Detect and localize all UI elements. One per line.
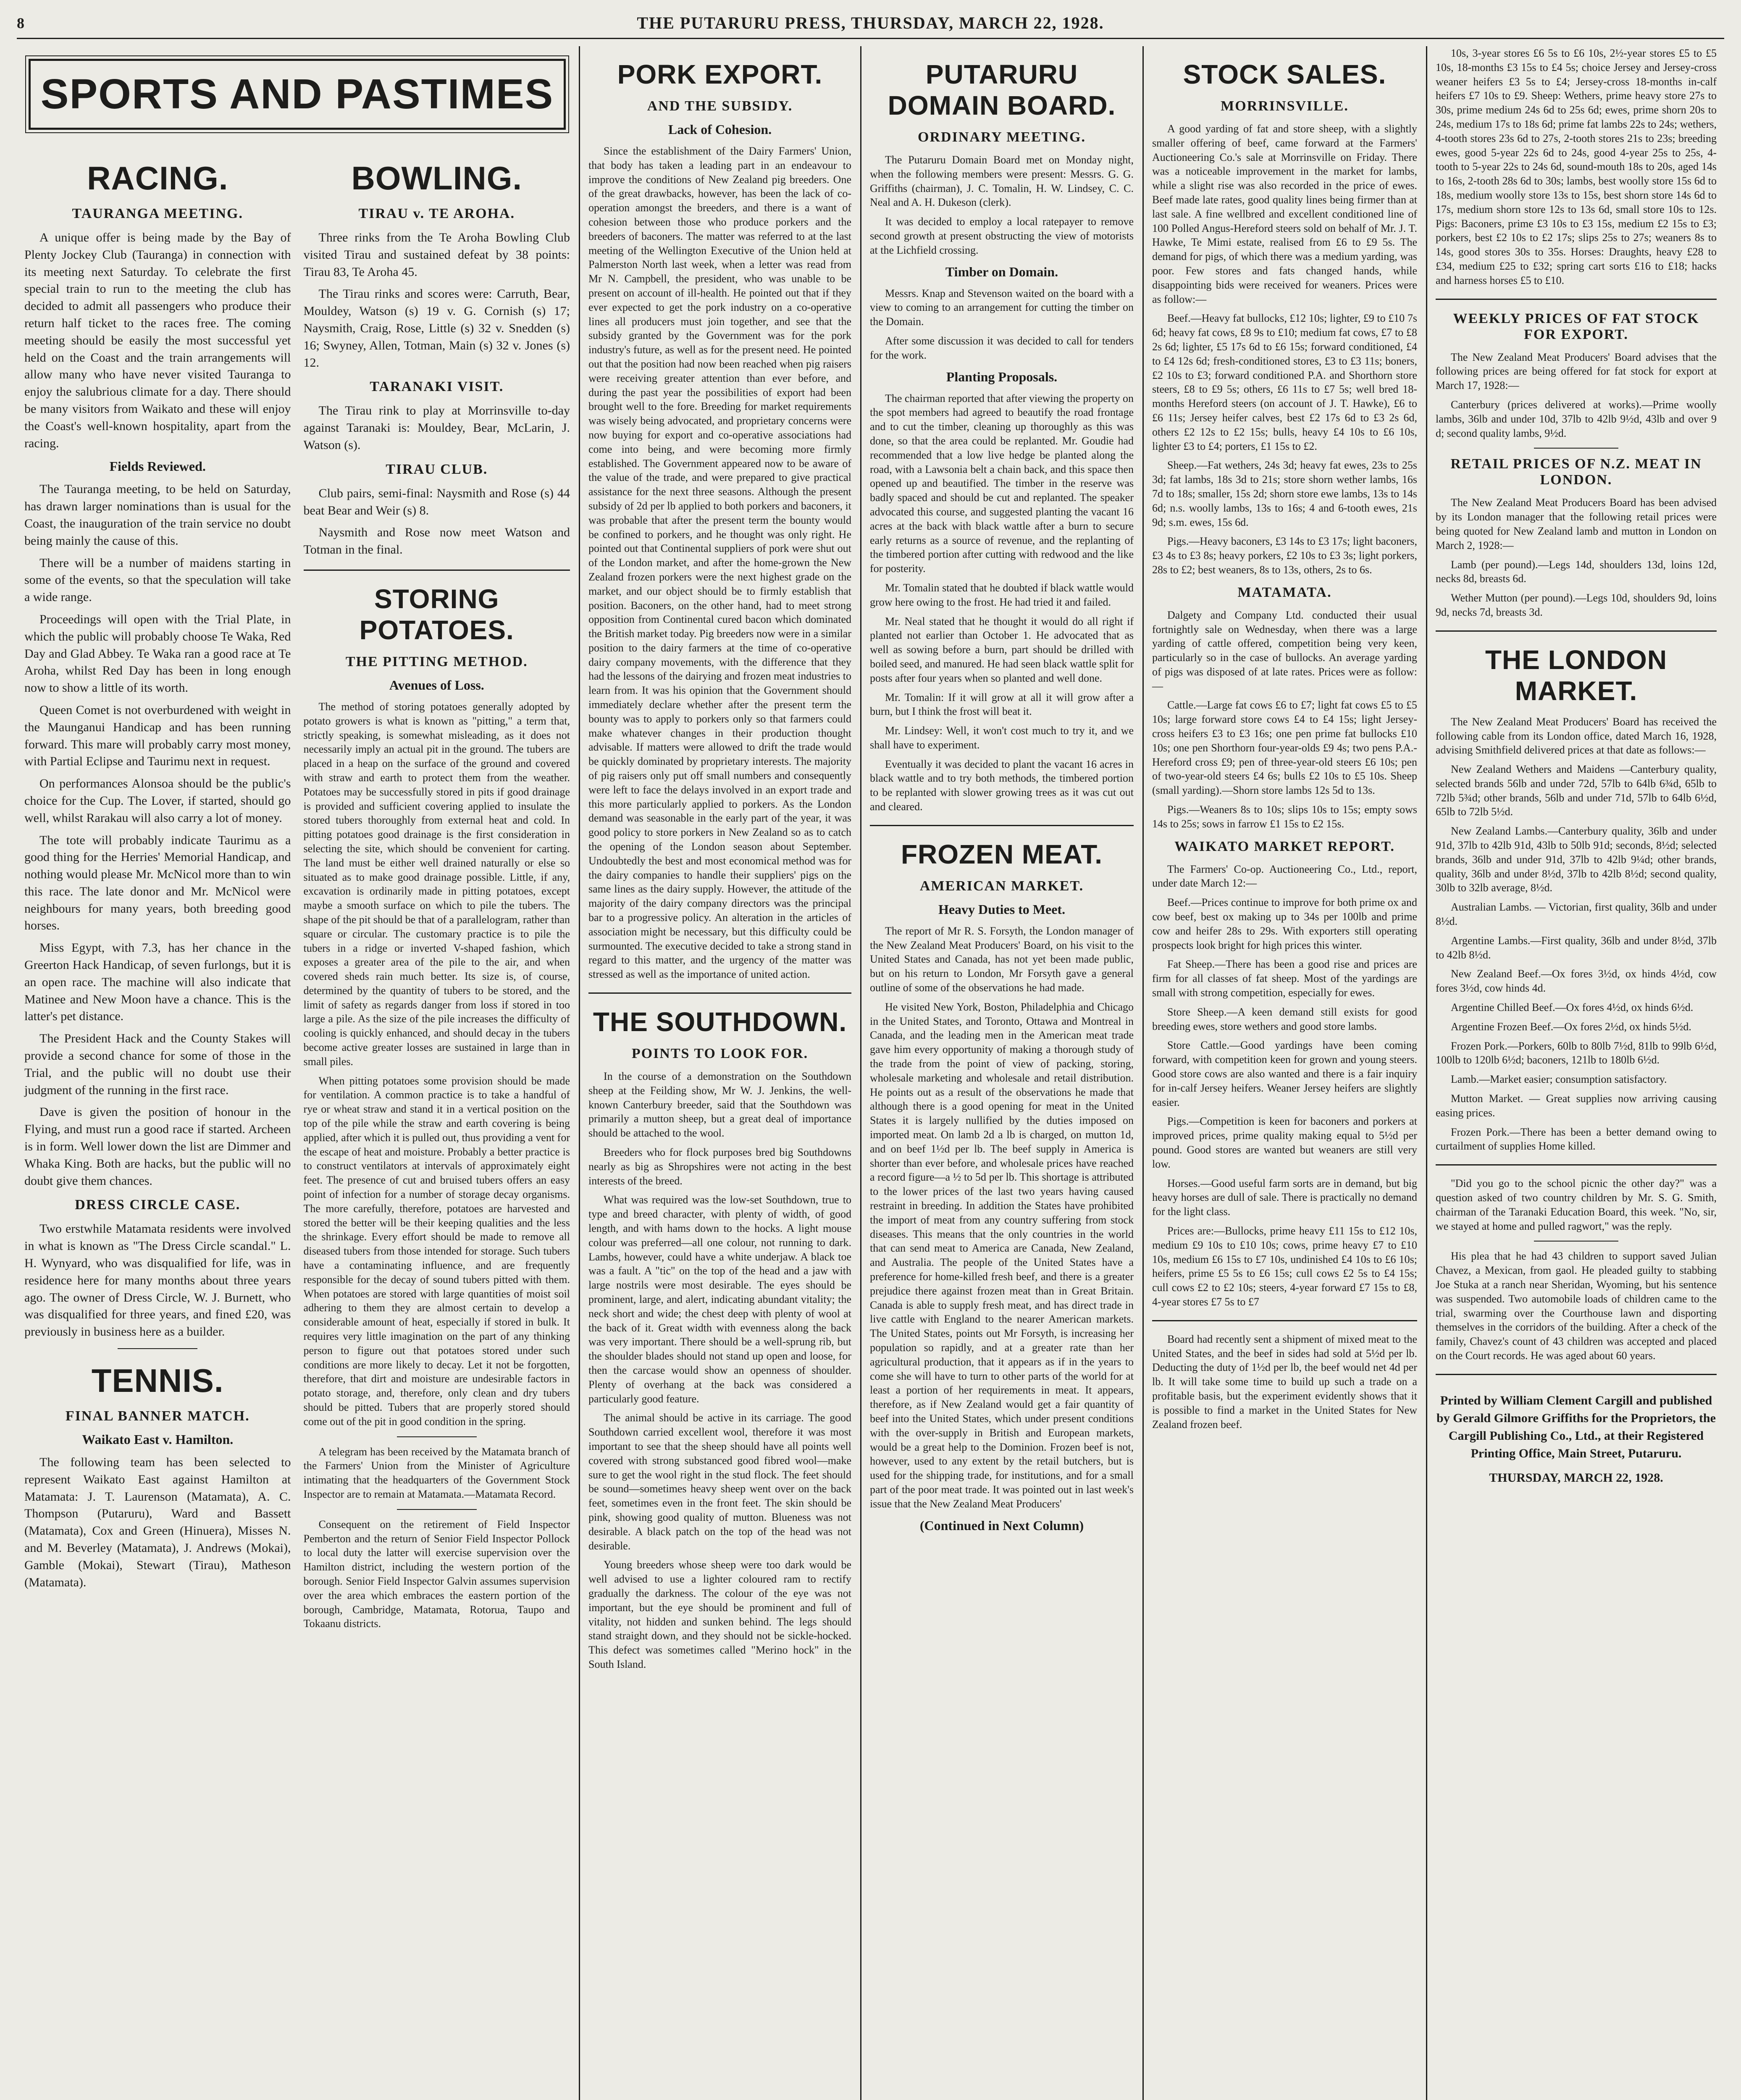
- divider: [397, 1509, 477, 1510]
- domain-paragraph: Mr. Lindsey: Well, it won't cost much to try it, and we shall have to experiment.: [870, 724, 1134, 751]
- domain-paragraph: Mr. Neal stated that he thought it would do all right if planted not earlier than October 1. He advocated that as well as sowing before a burn, part should be drilled with boiled seed, and manured. He had seen black wattle split for posts after four years when so planted and well done.: [870, 615, 1134, 684]
- stock-heading: STOCK SALES.: [1183, 59, 1386, 89]
- southdown-subheading: POINTS TO LOOK FOR.: [631, 1046, 809, 1062]
- racing-paragraph: The Tauranga meeting, to be held on Saturday, has drawn larger nominations than is usual for the Coast, the inauguration of the train service no doubt being mainly the cause of this.: [24, 482, 291, 548]
- southdown-paragraph: In the course of a demonstration on the Southdown sheep at the Feilding show, Mr W. J. Jenkins, the well-known Canterbury breeder, said that the Southdown was primarily a mutton sheep, but a great deal of importance should be attached to the wool.: [588, 1070, 851, 1139]
- page-number: 8: [17, 15, 25, 32]
- domain-heading: PUTARURU DOMAIN BOARD.: [888, 59, 1116, 121]
- stock-paragraph: Beef.—Prices continue to improve for both prime ox and cow beef, best ox making up to 34s per 100lb and prime cow and heifer 28s to 29s. With exporters still operating prospects look bright for high prices this winter.: [1152, 896, 1417, 951]
- tauranga-subheading: TAURANGA MEETING.: [72, 206, 243, 221]
- stock-paragraph: Dalgety and Company Ltd. conducted their usual fortnightly sale on Wednesday, when there was a large yarding of cattle offered, competition being very keen, particularly so in the case of bullocks. An average yarding of pigs was disposed of at late rates. Prices were as follow:—: [1152, 609, 1417, 692]
- domain-paragraph: Mr. Tomalin: If it will grow at all it will grow after a burn, but I think the frost will beat it.: [870, 691, 1134, 718]
- racing-paragraph: On performances Alonsoa should be the public's choice for the Cup. The Lover, if started, should go well, whilst Rarakau will also carry a lot of money.: [24, 777, 291, 825]
- retail-prices-heading: RETAIL PRICES OF N.Z. MEAT IN LONDON.: [1450, 456, 1702, 488]
- bowling-paragraph: The Tirau rinks and scores were: Carruth, Bear, Mouldey, Watson (s) 19 v. G. Cornish (s) 17; Naysmith, Craig, Rose, Little (s) 32 v. Snedden (s) 16; Swyney, Allen, Totman, Main (s) 32 v. Jones (s) 12.: [303, 287, 570, 370]
- dress-circle-paragraph: Two erstwhile Matamata residents were involved in what is known as "The Dress Circle scandal." L. H. Wynyard, who was disqualified for life, was in residence here for many months about three years ago. The owner of Dress Circle, W. J. Burnett, who was disqualified for three years, and fined £20, was previously in business here as a builder.: [24, 1222, 291, 1339]
- avenues-subheading: Avenues of Loss.: [389, 677, 484, 693]
- cohesion-subheading: Lack of Cohesion.: [668, 122, 772, 137]
- racing-paragraph: Queen Comet is not overburdened with weight in the Maunganui Handicap and has been running forward. This mare will probably carry most money, with Partial Eclipse and Taurimu next in request.: [24, 703, 291, 769]
- southdown-paragraph: Breeders who for flock purposes bred big Southdowns nearly as big as Shropshires were not acting in the best interests of the breed.: [588, 1146, 851, 1187]
- stock-paragraph: A good yarding of fat and store sheep, with a slightly smaller offering of beef, came forward at the Farmers' Auctioneering Co.'s sale at Morrinsville on Friday. There was a noticeable improvement in the market for lambs, while a slight rise was also recorded in the price of ewes. Beef made late rates, good quality lines being firmer than at last sale. A fine wellbred and excellent conditioned line of 100 Polled Angus-Hereford steers sold on behalf of Mr. J. T. Hawke, Te Mimi estate, realised from £6 to £9 5s. The demand for pigs, of which there was a medium yarding, was poor. Few stores and fats changed hands, while disappointing bids were received for weaners. Prices were as follow:—: [1152, 123, 1417, 305]
- market-paragraph: New Zealand Beef.—Ox fores 3½d, ox hinds 4½d, cow fores 3½d, cow hinds 4d.: [1436, 968, 1717, 995]
- column-rule: [579, 46, 580, 2100]
- bowling-paragraph: Three rinks from the Te Aroha Bowling Club visited Tirau and sustained defeat by 38 points: Tirau 83, Te Aroha 45.: [303, 231, 570, 279]
- chavez-paragraph: His plea that he had 43 children to support saved Julian Chavez, a Mexican, from gaol. He pleaded guilty to stabbing Joe Stuka at a ranch near Sheridan, Wyoming, but his sentence was suspended. Two automobile loads of children came to the trial, swarming over the Courthouse lawn and disporting themselves in the corridors of the building. After a check of the family, Chavez's count of 43 children was accepted and placed on the Court records. He was aged about 60 years.: [1436, 1250, 1717, 1362]
- pork-subheading: AND THE SUBSIDY.: [647, 98, 793, 114]
- frozen-subheading: AMERICAN MARKET.: [919, 878, 1084, 894]
- divider: [588, 992, 851, 994]
- stock-paragraph: Prices are:—Bullocks, prime heavy £11 15s to £12 10s, medium £9 10s to £10 10s; cows, prime heavy £7 to £10 10s, medium £6 15s to £7 10s, undinished £4 10s to £6 10s; heifers, prime £5 5s to £6 15s; cull cows £2 5s to £4 15s; cull cows £2 to £2 10s; steers, 4-year forward £7 15s to £8, 4-year stores £7 5s to £7: [1152, 1224, 1417, 1308]
- continued-note: (Continued in Next Column): [919, 1517, 1084, 1533]
- stock-paragraph: Pigs.—Weaners 8s to 10s; slips 10s to 15s; empty sows 14s to 25s; sows in farrow £1 15s to £2 15s.: [1152, 803, 1417, 830]
- bowling-column: [304, 147, 570, 1636]
- divider: [1436, 299, 1717, 300]
- frozen-paragraph: The report of Mr R. S. Forsyth, the London manager of the New Zealand Meat Producers' Board, on his visit to the United States and Canada, has not yet been made public, but on his return to London, Mr Forsyth gave a general outline of some of the observations he had made.: [870, 924, 1134, 994]
- domain-paragraph: It was decided to employ a local ratepayer to remove second growth at present obstructing the view of motorists at the Lichfield crossing.: [870, 215, 1134, 256]
- domain-paragraph: Mr. Tomalin stated that he doubted if black wattle would grow here owing to the frost. He had tried it and failed.: [870, 581, 1134, 608]
- column-rule: [1142, 46, 1144, 2100]
- racing-paragraph: Proceedings will open with the Trial Plate, in which the public will probably choose Te Waka, Red Day and Glad Abbey. Te Waka ran a good race at Te Aroha, whilst Red Day has been in long enough now to show a little of its worth.: [24, 612, 291, 695]
- pork-column: [581, 46, 859, 2100]
- divider: [1152, 1320, 1417, 1321]
- divider: [304, 570, 570, 571]
- market-paragraph: Mutton Market. — Great supplies now arriving causing easing prices.: [1436, 1092, 1717, 1119]
- southdown-paragraph: The animal should be active in its carriage. The good Southdown carried excellent wool, therefore it was most important to see that the sheep should have all points well covered with strong substanced good fibred wool—make sure to get the wool right in the stud flock. The feet should be sound—sometimes heavy sheep went over on the back feet, sometimes even in the front feet. The skin should be pink, showing good quality of mutton. Blueness was not desirable. A black patch on the top of the head was not desirable.: [588, 1412, 851, 1552]
- market-paragraph: Lamb.—Market easier; consumption satisfactory.: [1451, 1073, 1667, 1086]
- southdown-paragraph: What was required was the low-set Southdown, true to type and breed character, with plenty of width, of good length, and with hams down to the hocks. A light mouse colour was preferred—all one colour, not running to dark. Lambs, however, could have a white underjaw. A black toe was a fault. A "tic" on the top of the head and a jaw with large nostrils were most desirable. The eyes should be prominent, large, and alert, indicating abundant vitality; the neck short and wide; the chest deep with plenty of wool at the back of it. Great width with evenness along the back was very important. There should be a well-sprung rib, but the shoulder blades should not stand up open and loose, for then the carcase would show an openness of shoulder. Plenty of overhang at the back was considered a particularly good feature.: [588, 1194, 851, 1405]
- domain-paragraph: The chairman reported that after viewing the property on the spot members had agreed to beautify the road frontage and to cut the timber, cleaning up thoroughly as this was done, so that the area could be replanted. Mr. Goudie had recommended that a low live hedge be planted along the road, with a Lawsonia belt a chain back, and this space then opened up and beautified. The timber in the reserve was badly spaced and should be cut and replanted. The speaker advocated this course, and suggested planting the vacant 16 acres at the back with black wattle after a burn to secure early returns as a source of revenue, and the replanting of the timbered portion after cutting with redwood and the like for posterity.: [870, 392, 1134, 575]
- waikato-subheading: WAIKATO MARKET REPORT.: [1174, 838, 1395, 854]
- fields-subheading: Fields Reviewed.: [109, 459, 206, 474]
- racing-column: [24, 147, 291, 1636]
- taranaki-subheading: TARANAKI VISIT.: [370, 379, 504, 395]
- stock-paragraph: The Farmers' Co-op. Auctioneering Co., Ltd., report, under date March 12:—: [1152, 863, 1417, 890]
- market-paragraph: Frozen Pork.—Porkers, 60lb to 80lb 7½d, 81lb to 99lb 6½d, 100lb to 120lb 6½d; baconers, 121lb to 180lb 6½d.: [1436, 1040, 1717, 1066]
- bowling-heading: BOWLING.: [351, 160, 523, 197]
- divider: [1436, 1374, 1717, 1375]
- market-paragraph: New Zealand Lambs.—Canterbury quality, 36lb and under 91d, 37lb to 42lb 91d, 43lb to 50lb 91d; seconds, 8½d; selected brands, 36lb and under 91d, 37lb to 42lb 9¼d; other brands, quality, 36lb and under 8½d, 37lb to 42lb 8½d; second quality, 30lb to 32lb average, 8½d.: [1436, 825, 1717, 894]
- dateline: THURSDAY, MARCH 22, 1928.: [1489, 1470, 1663, 1485]
- stock-paragraph: Store Sheep.—A keen demand still exists for good breeding ewes, store wethers and good store lambs.: [1152, 1005, 1417, 1032]
- frozen-paragraph: He visited New York, Boston, Philadelphia and Chicago in the United States, and Toronto, Ottawa and Montreal in Canada, and the leading men in the American meat trade gave him every opportunity of making a thorough study of the trade from the point of view of packing, storing, wholesale marketing and wholesale and retail distribution. He points out as a result of the observations he made that although there is a good opening for meat in the United States it is largely nullified by the duties imposed on imported meat. On lamb 2d a lb is charged, on mutton 1d, and on beef 1½d per lb. The beef supply in America is shorter than ever before, and wholesale prices have reached a record figure—a ½ to 5d per lb. This shortage is attributed to the lower prices of the last two years having caused restraint in breeding. In addition the States have prohibited the import of meat from any country suffering from stock diseases. This means that the only countries in the world that can send meat to America are Canada, New Zealand, and Australia. The people of the United States have a preference for home-killed fresh beef, and there is a greater prejudice there against frozen meat than in Great Britain. Canada is able to supply fresh meat, and has direct trade in live cattle with England to the nearer American markets. The United States, points out Mr Forsyth, is increasing her population so rapidly, and at a greater rate than her agricultural production, that it appears as if in the years to come she will have to turn to other parts of the world for at least a portion of her requirements in meat. It appears, therefore, as if New Zealand would get a fair quantity of beef into the United States, which under present conditions with the over-supply in British and European markets, would be a great help to the Dominion. Frozen beef is not, however, used to any extent by the retail butchers, but is used for the shipping trade, for institutions, and for a small part of the poor meat trade. It was pointed out in last week's issue that the New Zealand Meat Producers': [870, 1000, 1134, 1510]
- divider: [1436, 1164, 1717, 1166]
- divider: [1436, 630, 1717, 632]
- stock-column: [1145, 46, 1425, 2100]
- domain-column: [862, 46, 1141, 2100]
- potatoes-paragraph: The method of storing potatoes generally adopted by potato growers is what is known as "pitting," a term that, strictly speaking, is somewhat misleading, as it does not necessarily imply an actual pit in the ground. The tubers are placed in a heap on the surface of the ground and covered with straw and earth to protect them from the weather. Potatoes may be successfully stored in pits if good drainage is provided and sufficient covering applied to insulate the stored tubers thoroughly from external heat and cold. In pitting potatoes good drainage is the first consideration in selecting the site, which should be convenient for carting. The land must be either well drained naturally or else so situated as to make good drainage possible. Little, if any, excavation is ordinarily made in pitting potatoes, except maybe a smooth surface on which to pile the tubers. The shape of the pit should be that of a parallelogram, rather than square or circular. The customary practice is to pile the tubers in a ridge or inverted V-shaped fashion, which exposes a greater area of the pile to the air, and when covered sheds rain much better. Its size is, of course, determined by the quantity of tubers to be stored, and the limit of safety as regards danger from loss if stored in too large a pile. As the size of the pile increases the difficulty of cooling is quickly enhanced, and should decay in the tubers become active greater losses are sustained in large than in small piles.: [303, 700, 570, 1068]
- southdown-paragraph: Young breeders whose sheep were too dark would be well advised to use a lighter coloured ram to rectify gradually the darkness. The colour of the eye was not important, but the eye should be prominent and full of vitality, not hidden and sunken behind. The legs should stand straight down, and they should not be sickle-hocked. This defect was sometimes called "Merino hock" in the South Island.: [588, 1559, 851, 1670]
- sports-section: [17, 46, 578, 2100]
- southdown-heading: THE SOUTHDOWN.: [593, 1007, 847, 1037]
- market-paragraph: 10s, 3-year stores £6 5s to £6 10s, 2½-year stores £5 to £5 10s, 18-months £3 15s to £4 5s; choice Jersey and Jersey-cross weaner heifers £3 5s to £4; Jersey-cross 18-months in-calf heifers £7 10s to £9. Sheep: Wethers, prime heavy store 27s to 30s, prime medium 24s 6d to 25s 6d; ewes, prime shorn 20s to 24s, medium 17s to 18s 6d; prime fat lambs 22s to 24s; wethers, 4-tooth stores 23s 6d to 27s, 2-tooth stores 21s to 23s; breeding ewes, good 5-year 22s 6d to 24s, good 4-year 25s to 25s, 4-tooth to 5-year 22s to 24s 6d, sound-mouth 18s to 20s, aged 14s to 16s, 2-tooth 28s 6d to 30s; lambs, best woolly store 15s 6d to 18s, medium woolly store 13s to 15s, best shorn store 14s 6d to 17s, medium shorn store 12s to 13s 6d, small store 10s to 12s. Pigs: Baconers, prime £3 10s to £3 15s, medium £2 15s to £3; porkers, best £2 10s to £2 17s; slips 25s to 27s; weaners 8s to 14s, good stores 30s to 35s. Horses: Draughts, heavy £28 to £34, medium £25 to £32; spring cart sorts £16 to £18; hacks and harness horses £5 to £10.: [1436, 47, 1717, 286]
- stock-paragraph: Horses.—Good useful farm sorts are in demand, but big heavy horses are dull of sale. There is practically no demand for the light class.: [1152, 1177, 1417, 1218]
- domain-subheading: ORDINARY MEETING.: [918, 129, 1086, 145]
- morrinsville-subheading: MORRINSVILLE.: [1221, 98, 1349, 114]
- market-paragraph: Argentine Lambs.—First quality, 36lb and under 8½d, 37lb to 42lb 8½d.: [1436, 934, 1717, 961]
- duties-subheading: Heavy Duties to Meet.: [938, 901, 1066, 917]
- column-rule: [860, 46, 861, 2100]
- picnic-paragraph: "Did you go to the school picnic the other day?" was a question asked of two country children by Mr. S. G. Smith, chairman of the Taranaki Education Board, this week. "No, sir, we stayed at home and pulled ragwort," was the reply.: [1436, 1177, 1717, 1232]
- market-paragraph: The New Zealand Meat Producers' Board has received the following cable from its London office, dated March 16, 1928, advising Smithfield delivered prices at that date as follows:—: [1436, 715, 1717, 756]
- stock-paragraph: Cattle.—Large fat cows £6 to £7; light fat cows £5 to £5 10s; large forward store cows £4 to £4 15s; light Jersey-cross heifers £3 to £3 16s; one pen prime fat bullocks £10 10s; one pen Shorthorn four-year-olds £9 4s; two pens P.A.-Hereford cross £9; pen of three-year-old steers £6 10s; pen of two-year-old steers £4 6s; bulls £2 10s to £5 10s. Sheep (small yarding).—Shorn store lambs 12s 5d to 13s.: [1152, 699, 1417, 797]
- potatoes-subheading: THE PITTING METHOD.: [345, 654, 528, 669]
- racing-paragraph: Dave is given the position of honour in the Flying, and must run a good race if started. Archeen is in form. Well lower down the list are Dimmer and Whaka King. Both are hacks, but the public will no doubt give them chances.: [24, 1105, 291, 1188]
- tennis-match-subheading: Waikato East v. Hamilton.: [82, 1432, 234, 1447]
- racing-paragraph: Miss Egypt, with 7.3, has her chance in the Greerton Hack Handicap, of seven furlongs, but it is an open race. The machine will also indicate that Matinee and New Moon have a chance. This is the latter's pet distance.: [24, 941, 291, 1024]
- domain-paragraph: The Putaruru Domain Board met on Monday night, when the following members were present: Messrs. G. G. Griffiths (chairman), J. C. Tomalin, H. W. Lindsey, C. C. Neal and A. H. Dukeson (clerk).: [870, 154, 1134, 209]
- masthead-title: THE PUTARURU PRESS, THURSDAY, MARCH 22, 1928.: [637, 13, 1104, 32]
- frozen-continued-paragraph: Board had recently sent a shipment of mixed meat to the United States, and the beef in sides had sold at 5½d per lb. Deducting the duty of 1½d per lb, the beef would net 4d per lb. It will take some time to build up such a trade on a profitable basis, but the experiment evidently shows that it is possible to find a market in the United States for New Zealand frozen beef.: [1152, 1333, 1417, 1431]
- market-paragraph: Lamb (per pound).—Legs 14d, shoulders 13d, loins 12d, necks 8d, breasts 6d.: [1436, 558, 1717, 585]
- market-paragraph: Canterbury (prices delivered at works).—Prime woolly lambs, 36lb and under 10d, 37lb to 42lb 9½d, 43lb and over 9 d; second quality lambs, 9½d.: [1436, 398, 1717, 439]
- weekly-prices-heading: WEEKLY PRICES OF FAT STOCK FOR EXPORT.: [1453, 310, 1699, 342]
- potatoes-paragraph: When pitting potatoes some provision should be made for ventilation. A common practice is to take a handful of rye or wheat straw and stand it in a vertical position on the top of the pile while the straw and earth covering is being applied, after which it is pulled out, thus providing a vent for the escape of heat and moisture. Probably a better practice is to construct ventilators at intervals of approximately eight feet. The presence of cut and bruised tubers offers an easy point of infection for a number of storage decay organisms. The more carefully, therefore, potatoes are harvested and stored the better will be their keeping qualities and the less the shrinkage. Every effort should be made to remove all diseased tubers from those intended for storage. Such tubers have a contaminating influence, and are frequently responsible for the decay of sound tubers pitted with them. When potatoes are stored with large quantities of moist soil adhering to them they are almost certain to develop a considerable amount of heat, especially if stored in bulk. It requires very little imagination on the part of any thinking person to figure out that potatoes stored under such conditions are more likely to decay. Let it not be forgotten, therefore, that dirt and moisture are undesirable factors in potato storage, and, therefore, only clean and dry tubers should be pitted. Tubers that are properly stored should come out of the pit in good condition in the spring.: [303, 1074, 570, 1428]
- telegram-paragraph: A telegram has been received by the Matamata branch of the Farmers' Union from the Minister of Agriculture intimating that the headquarters of the Government Stock Inspector are to remain at Matamata.—Matamata Record.: [303, 1445, 570, 1500]
- timber-subheading: Timber on Domain.: [945, 264, 1058, 279]
- divider: [118, 1348, 197, 1349]
- stock-paragraph: Pigs.—Heavy baconers, £3 14s to £3 17s; light baconers, £3 4s to £3 8s; heavy porkers, £2 10s to £3 3s; light porkers, 28s to £2; best weaners, 8s to 13s, others, 2s to 6s.: [1152, 535, 1417, 576]
- sports-banner: SPORTS AND PASTIMES: [29, 59, 566, 130]
- bowling-paragraph: The Tirau rink to play at Morrinsville to-day against Taranaki is: Mouldey, Bear, McLarin, J. Watson (s).: [303, 404, 570, 452]
- pork-heading: PORK EXPORT.: [617, 59, 823, 89]
- divider: [1534, 1241, 1618, 1242]
- stock-paragraph: Pigs.—Competition is keen for baconers and porkers at improved prices, prime quality making equal to 5½d per pound. Good stores are wanted but weaners are still very low.: [1152, 1115, 1417, 1170]
- market-paragraph: Argentine Frozen Beef.—Ox fores 2½d, ox hinds 5½d.: [1451, 1020, 1691, 1033]
- masthead: [17, 8, 1724, 39]
- racing-paragraph: There will be a number of maidens starting in some of the events, so that the speculation will take a wide range.: [24, 556, 291, 604]
- stock-paragraph: Sheep.—Fat wethers, 24s 3d; heavy fat ewes, 23s to 25s 3d; fat lambs, 18s 3d to 21s; store shorn wether lambs, 16s 7d to 18s; smaller, 15s 2d; shorn store ewe lambs, 13s to 14s 6d; n.s. woolly lambs, 13s to 16s; 4 and 6-tooth ewes, 21s 9d; s.m. ewes, 15s 6d.: [1152, 459, 1417, 528]
- divider: [1534, 448, 1618, 449]
- bowling-subheading: TIRAU v. TE AROHA.: [358, 206, 515, 221]
- divider: [870, 825, 1134, 826]
- bowling-paragraph: Naysmith and Rose now meet Watson and Totman in the final.: [303, 525, 570, 557]
- tirau-club-subheading: TIRAU CLUB.: [386, 461, 488, 477]
- market-paragraph: The New Zealand Meat Producers Board has been advised by its London manager that the following retail prices were being quoted for New Zealand lamb and mutton in London on March 2, 1928:—: [1436, 496, 1717, 551]
- inspector-paragraph: Consequent on the retirement of Field Inspector Pemberton and the return of Senior Field Inspector Pollock to local duty the latter will exercise supervision over the Hamilton district, including the western portion of the borough. Senior Field Inspector Galvin assumes supervision over the area which embraces the eastern portion of the borough, Cambridge, Matamata, Rotorua, Taupo and Tokaanu districts.: [303, 1518, 570, 1630]
- market-paragraph: New Zealand Wethers and Maidens —Canterbury quality, selected brands 56lb and under 72d, 57lb to 64lb 6¾d, 65lb to 72lb 5¾d; other brands, 56lb and under 71d, 57lb to 64lb 6½d, 65lb to 72lb 5½d.: [1436, 763, 1717, 818]
- market-column: [1428, 46, 1724, 2100]
- dress-circle-subheading: DRESS CIRCLE CASE.: [75, 1197, 241, 1213]
- bowling-paragraph: Club pairs, semi-final: Naysmith and Rose (s) 44 beat Bear and Weir (s) 8.: [303, 486, 570, 517]
- planting-subheading: Planting Proposals.: [946, 369, 1058, 384]
- stock-paragraph: Fat Sheep.—There has been a good rise and prices are firm for all classes of fat sheep. Most of the yardings are small with strong competition, especially for ewes.: [1152, 958, 1417, 999]
- imprint: Printed by William Clement Cargill and published by Gerald Gilmore Griffiths for the Proprietors, the Cargill Publishing Co., Ltd., at their Registered Printing Office, Main Street, Putaruru.: [1436, 1393, 1716, 1460]
- column-rule: [1426, 46, 1427, 2100]
- market-paragraph: Wether Mutton (per pound).—Legs 10d, shoulders 9d, loins 9d, necks 7d, breasts 3d.: [1436, 592, 1717, 618]
- market-paragraph: Argentine Chilled Beef.—Ox fores 4½d, ox hinds 6½d.: [1451, 1001, 1694, 1014]
- tennis-subheading: FINAL BANNER MATCH.: [65, 1408, 250, 1424]
- racing-paragraph: The President Hack and the County Stakes will provide a second chance for some of those in the Trial, and the public will no doubt use their judgment of the running in the first race.: [24, 1032, 291, 1097]
- domain-paragraph: Messrs. Knap and Stevenson waited on the board with a view to coming to an arrangement for cutting the timber on the Domain.: [870, 287, 1134, 328]
- tennis-paragraph: The following team has been selected to represent Waikato East against Hamilton at Matamata: J. T. Laurenson (Matamata), A. C. Thompson (Putaruru), Ward and Bassett (Matamata), Cox and Green (Hinuera), Misses N. and M. Beverley (Matamata), J. Andrews (Mokai), Gamble (Mokai), Stewart (Tirau), Matheson (Matamata).: [24, 1455, 291, 1589]
- potatoes-heading: STORING POTATOES.: [359, 583, 514, 645]
- market-paragraph: The New Zealand Meat Producers' Board advises that the following prices are being offered for fat stock for export at March 17, 1928:—: [1436, 351, 1717, 392]
- pork-paragraph: Since the establishment of the Dairy Farmers' Union, that body has taken a leading part in an endeavour to improve the conditions of New Zealand pig breeders. One of the great drawbacks, however, has been the lack of co-operation amongst the breeders, and there is a want of cohesion between those who produce porkers and the breeders of baconers. The matter was referred to at the last meeting of the Wellington Executive of the Union held at Palmerston North last week, when a letter was read from Mr N. Campbell, the president, who was unable to be present on account of ill-health. He pointed out that if they ever expected to get the pork industry on a co-operative lines all producers must join together, and see that the subsidy granted by the Government was for the pork industry's future, as well as for the present need. He pointed out that the position had now been reached when pig raisers were receiving greater attention than ever before, and during the past year the possibilities of export had been brought well to the fore. Breeding for market requirements was wisely being advocated, and proprietary concerns were now buying for export and co-operative associations had come into being, and were becoming more firmly established. The Government appeared now to be aware of the value of the trade, and were prepared to give practical assistance for the next three seasons. Although the present subsidy of 2d per lb applied to both porkers and baconers, it was probable that after the present term the bounty would be confined to porkers, and he thought was only right. He pointed out that Continental suppliers of pork were shut out of the London market, and after the home-grown the New Zealand frozen porkers were the next highest grade on the market, and our object should be to firmly establish that position. Baconers, on the other hand, had to meet strong opposition from Continental cured bacon which dominated the British market today. Pig breeders now were in a similar position to the dairy farmers at the time of co-operative dairy company movements, with the difference that they had the lessons of the dairying and frozen meat industries to learn from. It was his opinion that the Government should immediately declare whether after the present term the bounty was to apply to porkers only so that farmers could make whatever changes in their production thought advisable. If matters were allowed to drift the trade would be quickly dominated by proprietary interests. The majority of pig raisers only put off small numbers and consequently were left to face the delays involved in an export trade and this more particularly applied to porkers. As the London demand was seasonable in the early part of the year, it was good policy to store porkers in New Zealand so as to catch the opening of the London season about September. Undoubtedly the best and most economical method was for the dairy companies to handle their suppliers' pigs on the same lines as the dairy supply. However, the attitude of the majority of the dairy company directors was the principal bar to a progressive policy. An alteration in the articles of association might be necessary, but this difficulty could be surmounted. The executive decided to take a strong stand in regard to this matter, and the urgency of the matter was stressed as well as the importance of united action.: [588, 145, 851, 981]
- domain-paragraph: After some discussion it was decided to call for tenders for the work.: [870, 334, 1134, 361]
- racing-paragraph: A unique offer is being made by the Bay of Plenty Jockey Club (Tauranga) in connection with its meeting next Saturday. To celebrate the first special train to run to the meeting the club has decided to admit all passengers who produce their return half ticket to the races free. The coming meeting should be easily the most successful yet held on the Coast and the train arrangements will allow many who have never visited Tauranga to enjoy the salubrious climate for a day. There should be many visitors from Waikato and these will enjoy the Coast's well-known hospitality, apart from the racing.: [24, 231, 291, 450]
- frozen-heading: FROZEN MEAT.: [901, 839, 1103, 869]
- racing-paragraph: The tote will probably indicate Taurimu as a good thing for the Herries' Memorial Handicap, and nothing would please Mr. McNicol more than to win this race. The late donor and Mr. McNicol were neighbours for many years, both breeding good horses.: [24, 833, 291, 933]
- racing-heading: RACING.: [87, 160, 228, 197]
- market-paragraph: Australian Lambs. — Victorian, first quality, 36lb and under 8½d.: [1436, 901, 1717, 928]
- market-paragraph: Frozen Pork.—There has been a better demand owing to curtailment of supplies Home killed.: [1436, 1126, 1717, 1152]
- stock-paragraph: Store Cattle.—Good yardings have been coming forward, with competition keen for grown and young steers. Good store cows are also wanted and there is a fair inquiry for in-calf Jersey heifers. Weaner Jersey heifers are slightly easier.: [1152, 1039, 1417, 1108]
- matamata-subheading: MATAMATA.: [1237, 584, 1332, 600]
- stock-paragraph: Beef.—Heavy fat bullocks, £12 10s; lighter, £9 to £10 7s 6d; heavy fat cows, £8 9s to £10; medium fat cows, £7 to £8 2s 6d; lighter, £5 17s 6d to £6 15s; forward conditioned, £4 to £4 12s 6d; fresh-conditioned stores, £3 to £3 11s; boners, £2 10s to £3; forward conditioned P.A. and Shorthorn store steers, £8 to £9 5s; others, £6 11s to £7 5s; well bred 18-months Hereford steers (on account of J. T. Hawke), £6 to £6 11s; Jersey heifer calves, best £2 17s 6d to £3 2s 6d, others £2 12s to £2 15s; bulls, heavy £4 10s to £6 10s, lighter £3 to £4; porters, £1 15s to £2.: [1152, 312, 1417, 452]
- divider: [397, 1436, 477, 1437]
- domain-paragraph: Eventually it was decided to plant the vacant 16 acres in black wattle and to try both methods, the timbered portion to be replanted with slower growing trees as it was cut out and cleared.: [870, 758, 1134, 813]
- tennis-heading: TENNIS.: [91, 1362, 224, 1399]
- london-market-heading: THE LONDON MARKET.: [1485, 644, 1667, 706]
